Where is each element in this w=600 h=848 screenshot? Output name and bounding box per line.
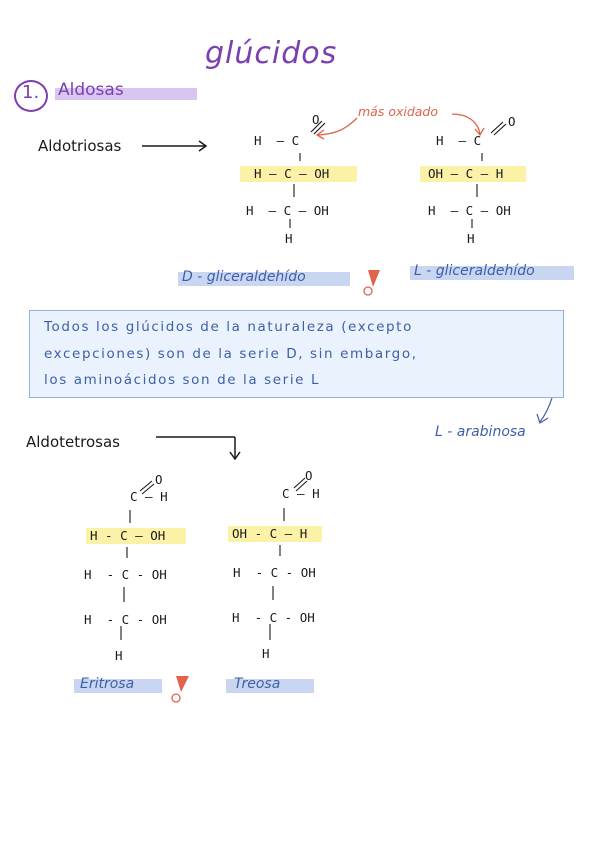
l-glyceraldehyde-row-2: OH – C – H (428, 166, 504, 181)
threose-row-4: H - C - OH (232, 610, 315, 625)
l-glyceraldehyde-name: L - gliceraldehído (414, 263, 535, 279)
d-glyceraldehyde-aldehyde-oxygen: O (312, 112, 320, 127)
threose-row-1: C – H (282, 486, 320, 501)
threose-row-2: OH - C – H (232, 526, 308, 541)
erythrose-name: Eritrosa (80, 676, 135, 692)
threose-row-5: H (262, 646, 270, 661)
l-glyceraldehyde-row-4: H (467, 231, 475, 246)
l-arabinosa-label: L - arabinosa (435, 424, 526, 440)
oxidation-note: más oxidado (358, 104, 439, 119)
erythrose-row-3: H - C - OH (84, 567, 167, 582)
section-number: 1. (22, 82, 40, 103)
l-glyceraldehyde-row-3: H – C – OH (428, 203, 511, 218)
page-title: glúcidos (205, 36, 338, 71)
threose-name: Treosa (234, 676, 281, 692)
erythrose-aldehyde-oxygen: O (155, 472, 163, 487)
callout-line-1: Todos los glúcidos de la naturaleza (excepto (44, 319, 413, 335)
d-glyceraldehyde-row-4: H (285, 231, 293, 246)
d-glyceraldehyde-row-2: H – C – OH (254, 166, 330, 181)
l-glyceraldehyde-aldehyde-oxygen: O (508, 114, 516, 129)
d-glyceraldehyde-name: D - gliceraldehído (182, 269, 306, 285)
callout-line-3: los aminoácidos son de la serie L (44, 372, 321, 388)
threose-row-3: H - C - OH (233, 565, 316, 580)
erythrose-row-2: H - C – OH (90, 528, 166, 543)
d-glyceraldehyde-row-3: H – C – OH (246, 203, 329, 218)
erythrose-row-1: C – H (130, 489, 168, 504)
erythrose-row-4: H - C - OH (84, 612, 167, 627)
erythrose-row-5: H (115, 648, 123, 663)
callout-line-2: excepciones) son de la serie D, sin embargo, (44, 346, 418, 362)
l-glyceraldehyde-row-1: H — C (436, 133, 482, 148)
section-label: Aldosas (58, 80, 124, 100)
aldotetrosas-label: Aldotetrosas (26, 433, 120, 451)
aldotriosas-label: Aldotriosas (38, 137, 122, 155)
threose-aldehyde-oxygen: O (305, 468, 313, 483)
d-glyceraldehyde-row-1: H — C (254, 133, 300, 148)
